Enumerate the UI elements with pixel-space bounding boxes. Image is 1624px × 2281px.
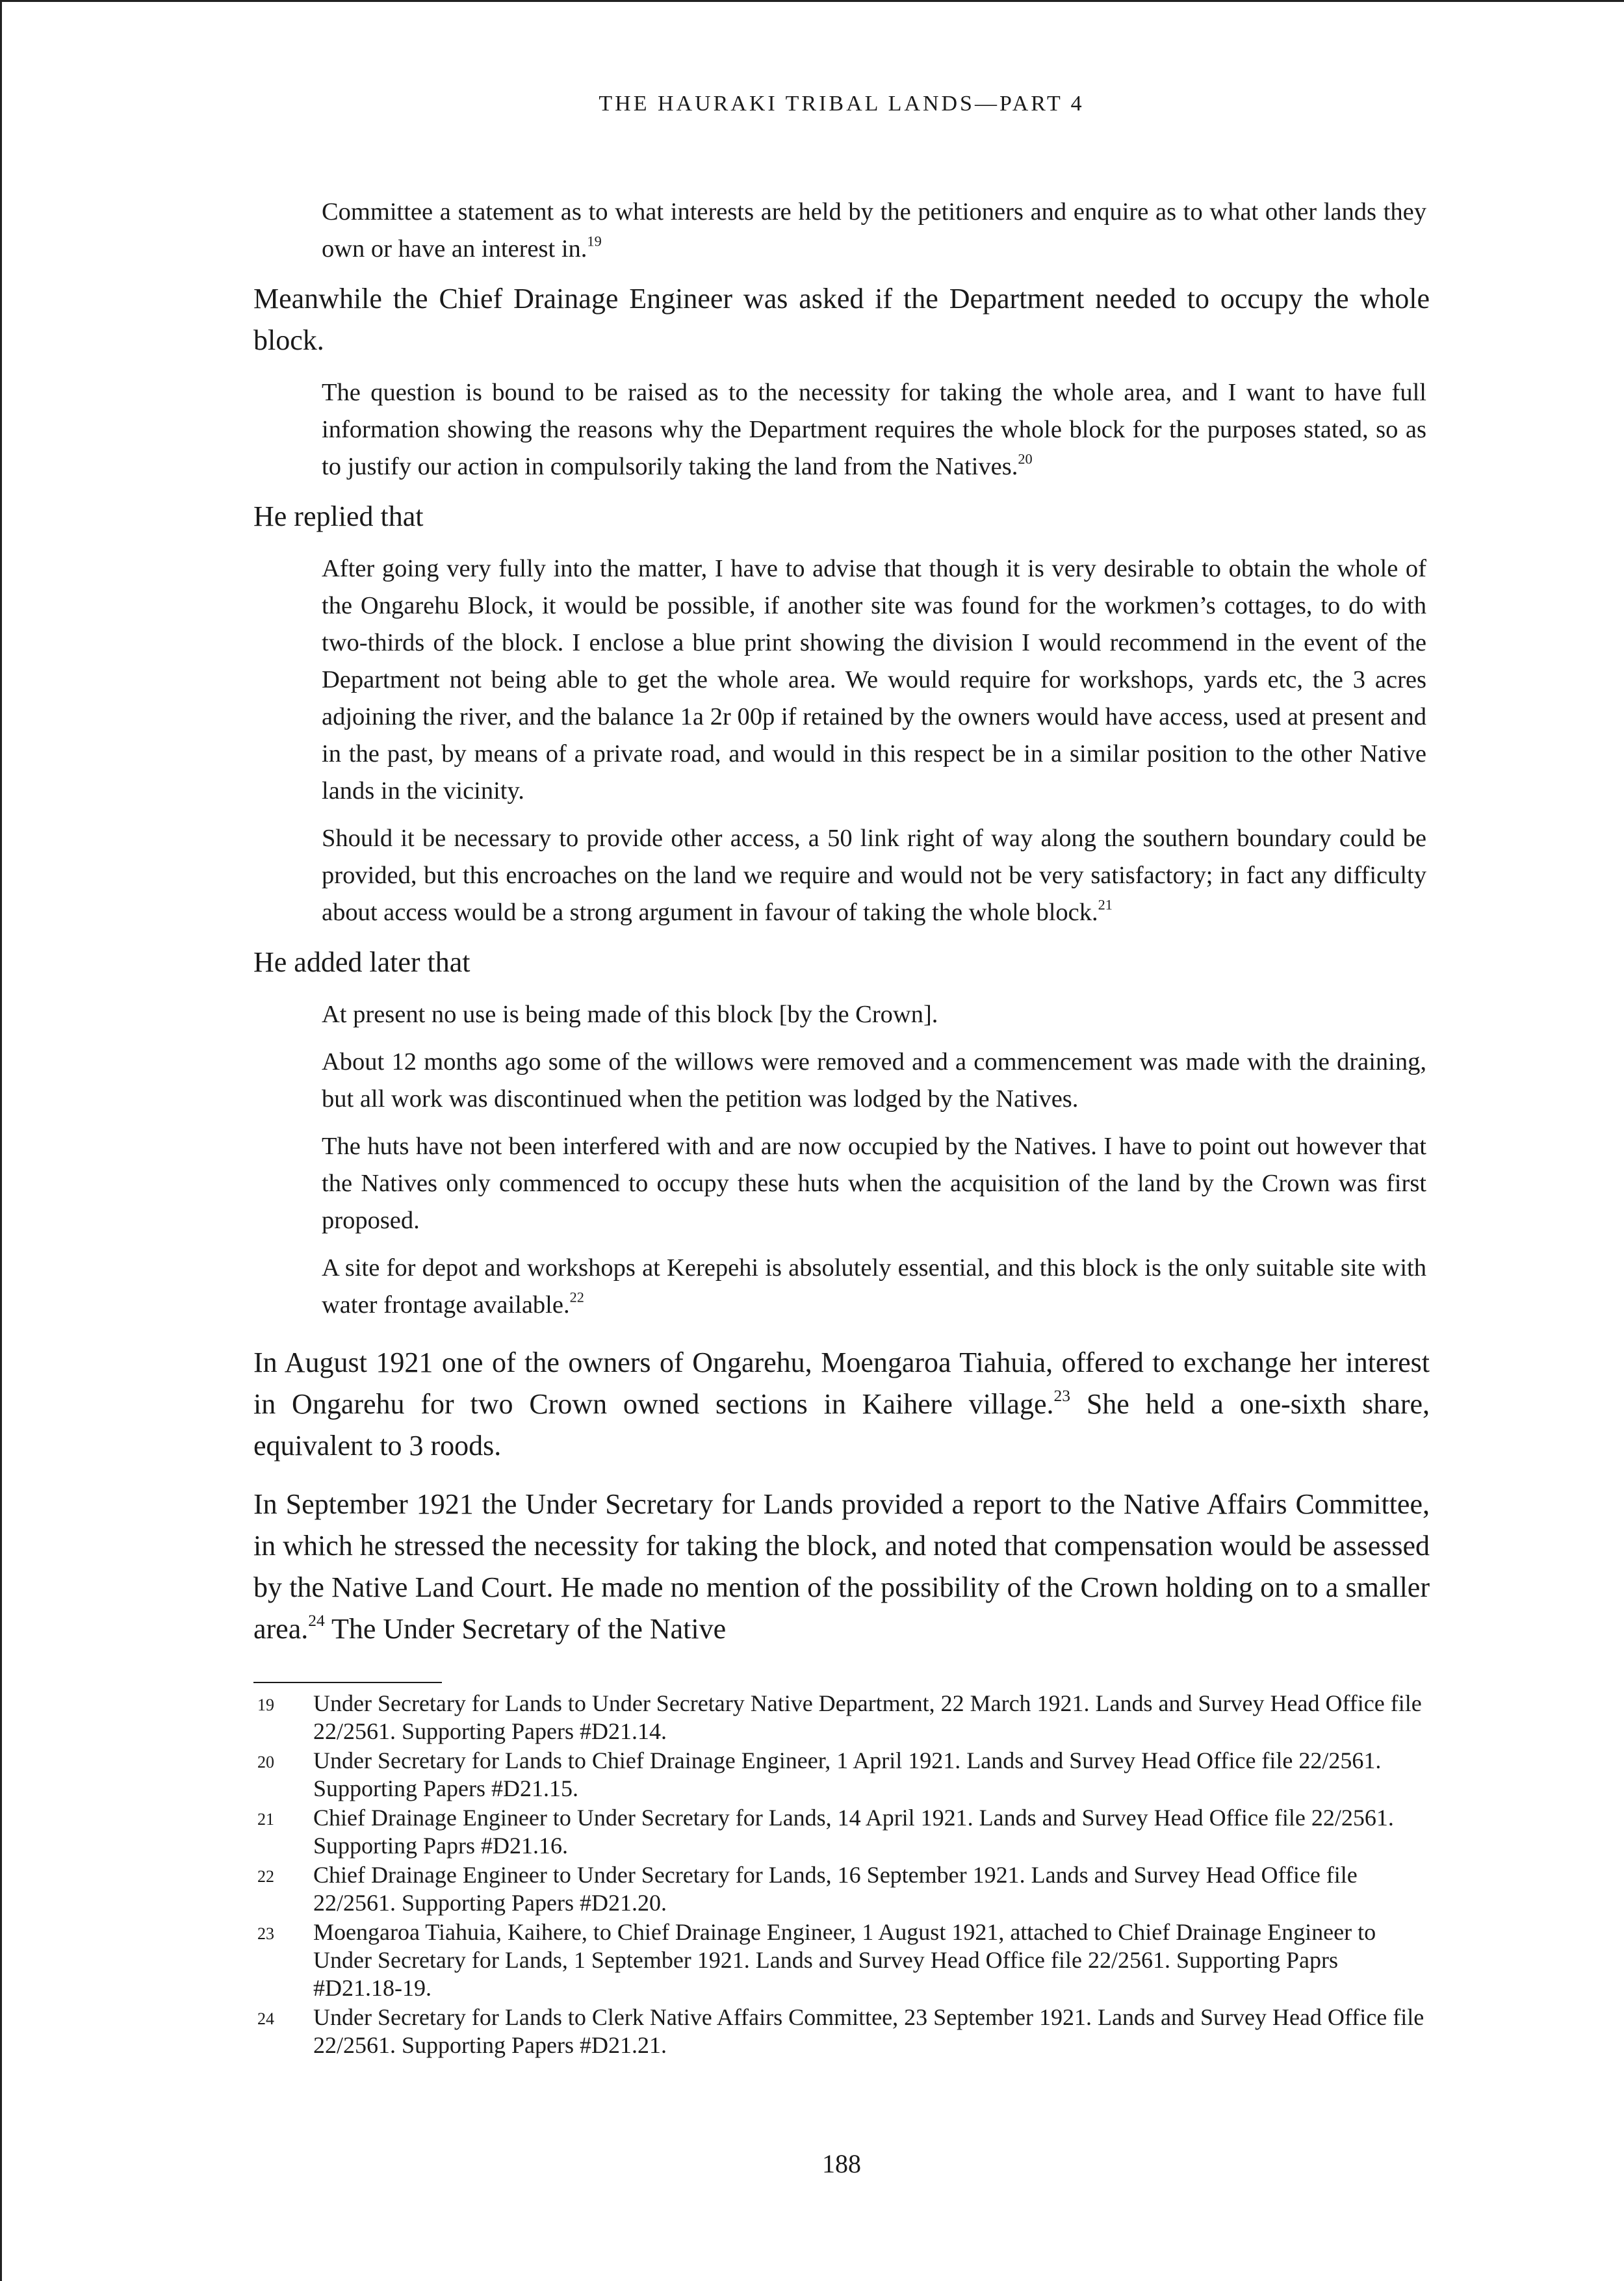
footnote-rule [253, 1682, 442, 1683]
footnote-number: 23 [257, 1924, 274, 1943]
footnote-text: Under Secretary for Lands to Chief Drainage Engineer, 1 April 1921. Lands and Survey Head Office file 22/2561. Supporting Papers #D21.15. [313, 1747, 1382, 1801]
footnote-ref: 21 [1098, 896, 1113, 913]
paragraph-text: Meanwhile the Chief Drainage Engineer was asked if the Department needed to occupy the whole block. [253, 283, 1430, 356]
footnote-ref: 20 [1018, 450, 1033, 467]
block-quote [322, 1250, 1426, 1324]
footnote-number: 22 [257, 1867, 274, 1886]
body-paragraph [253, 1484, 1430, 1650]
footnote [253, 1861, 1430, 1917]
block-quote [322, 550, 1426, 810]
paragraph-text: Committee a statement as to what interests are held by the petitioners and enquire as to what other lands they own or have an interest in. [322, 198, 1426, 263]
paragraph-text: In September 1921 the Under Secretary for Lands provided a report to the Native Affairs Committee, in which he stressed the necessity for taking the block, and noted that compensation would be assessed by the Native Land Court. He made no mention of the possibility of the Crown holding on to a smaller area. [253, 1488, 1430, 1645]
block-quote [322, 996, 1426, 1033]
footnote-number: 21 [257, 1810, 274, 1829]
footnote-ref: 19 [587, 233, 602, 250]
footnote-text: Moengaroa Tiahuia, Kaihere, to Chief Drainage Engineer, 1 August 1921, attached to Chief Drainage Engineer to Under Secretary for Lands, 1 September 1921. Lands and Survey Head Office file 22/2561. Supporting Paprs #D21.18-19. [313, 1919, 1376, 2001]
paragraph-text: He added later that [253, 946, 470, 978]
footnote-text: Under Secretary for Lands to Under Secretary Native Department, 22 March 1921. Lands and Survey Head Office file 22/2561. Supporting Papers #D21.14. [313, 1690, 1422, 1744]
footnote [253, 1690, 1430, 1746]
paragraph-text-continued: The Under Secretary of the Native [324, 1613, 727, 1645]
footnote [253, 1747, 1430, 1803]
paragraph-text: A site for depot and workshops at Kerepehi is absolutely essential, and this block is the only suitable site with water frontage available. [322, 1254, 1426, 1319]
block-quote [322, 194, 1426, 268]
paragraph-text-continued: She held a one-sixth share, equivalent to 3 roods. [253, 1388, 1430, 1462]
body-paragraph [253, 1342, 1430, 1467]
body-text [253, 194, 1430, 1663]
footnote-number: 19 [257, 1695, 274, 1714]
paragraph-text: At present no use is being made of this block [by the Crown]. [322, 1001, 938, 1028]
block-quote [322, 820, 1426, 931]
footnote [253, 2004, 1430, 2059]
block-quote [322, 374, 1426, 485]
footnote-number: 20 [257, 1753, 274, 1772]
footnote [253, 1918, 1430, 2002]
block-quote [322, 1044, 1426, 1118]
scan-edge-left [0, 0, 2, 2281]
scan-edge-top [0, 0, 1624, 2]
paragraph-text: The huts have not been interfered with and are now occupied by the Natives. I have to point out however that the Natives only commenced to occupy these huts when the acquisition of the land by the Crown was first proposed. [322, 1133, 1426, 1234]
body-paragraph [253, 496, 1430, 537]
footnote-text: Under Secretary for Lands to Clerk Native Affairs Committee, 23 September 1921. Lands and Survey Head Office file 22/2561. Supporting Papers #D21.21. [313, 2004, 1424, 2058]
paragraph-text: In August 1921 one of the owners of Ongarehu, Moengaroa Tiahuia, offered to exchange her interest in Ongarehu for two Crown owned sections in Kaihere village. [253, 1347, 1430, 1420]
block-quote [322, 1128, 1426, 1239]
footnote-text: Chief Drainage Engineer to Under Secretary for Lands, 16 September 1921. Lands and Survey Head Office file 22/2561. Supporting Papers #D21.20. [313, 1862, 1358, 1916]
footnote [253, 1804, 1430, 1860]
body-paragraph [253, 278, 1430, 361]
body-paragraph [253, 942, 1430, 983]
paragraph-text: He replied that [253, 500, 424, 532]
footnote-ref: 24 [308, 1610, 325, 1630]
running-header: THE HAURAKI TRIBAL LANDS—PART 4 [599, 92, 1085, 116]
footnote-ref: 22 [569, 1289, 584, 1306]
footnote-ref: 23 [1053, 1385, 1070, 1405]
paragraph-text: Should it be necessary to provide other access, a 50 link right of way along the southern boundary could be provided, but this encroaches on the land we require and would not be very satisfactory; in fact any difficulty about access would be a strong argument in favour of taking the whole block. [322, 825, 1426, 926]
footnotes [253, 1690, 1430, 2061]
footnote-number: 24 [257, 2009, 274, 2028]
footnote-text: Chief Drainage Engineer to Under Secretary for Lands, 14 April 1921. Lands and Survey Head Office file 22/2561. Supporting Paprs #D21.16. [313, 1805, 1394, 1859]
paragraph-text: The question is bound to be raised as to the necessity for taking the whole area, and I want to have full information showing the reasons why the Department requires the whole block for the purposes stated, so as to justify our action in compulsorily taking the land from the Natives. [322, 379, 1426, 480]
paragraph-text: After going very fully into the matter, I have to advise that though it is very desirable to obtain the whole of the Ongarehu Block, it would be possible, if another site was found for the workmen’s cottages, to do with two-thirds of the block. I enclose a blue print showing the division I would recommend in the event of the Department not being able to get the whole area. We would require for workshops, yards etc, the 3 acres adjoining the river, and the balance 1a 2r 00p if retained by the owners would have access, used at present and in the past, by means of a private road, and would in this respect be in a similar position to the other Native lands in the vicinity. [322, 555, 1426, 805]
page-number: 188 [822, 2149, 861, 2178]
paragraph-text: About 12 months ago some of the willows were removed and a commencement was made with the draining, but all work was discontinued when the petition was lodged by the Natives. [322, 1048, 1426, 1113]
